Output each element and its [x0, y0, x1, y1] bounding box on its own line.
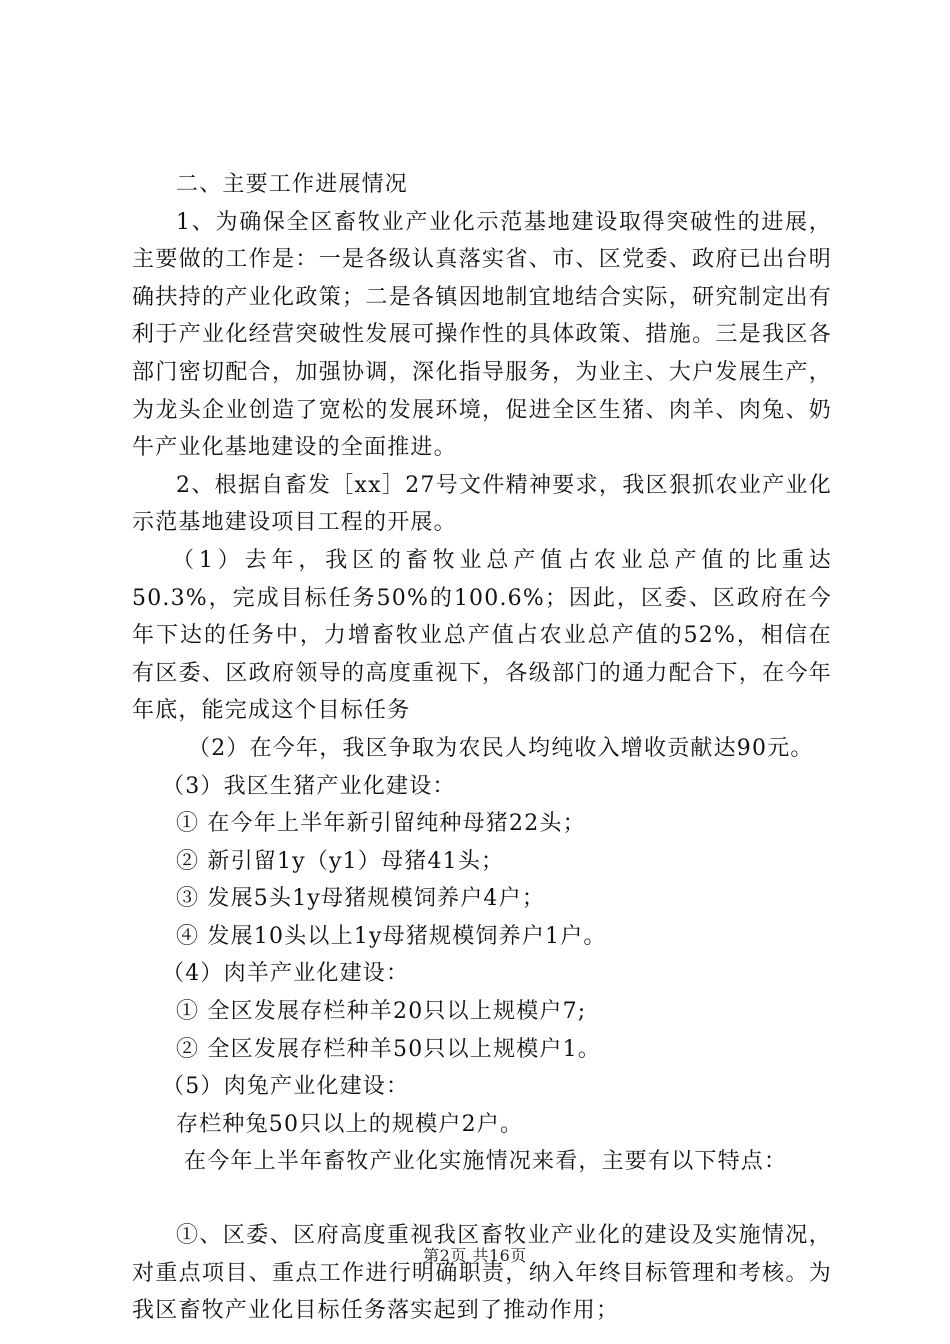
document-body — [132, 166, 832, 1330]
paragraph-subitem-1: （1）去年，我区的畜牧业总产值占农业总产值的比重达50.3%，完成目标任务50%的100.6%；因此，区委、区政府在今年下达的任务中，力增畜牧业总产值占农业总产值的52%，相信在有区委、区政府领导的高度重视下，各级部门的通力配合下，在今年年底，能完成这个目标任务 — [132, 547, 832, 724]
paragraph-subitem-4: （4）肉羊产业化建设： — [162, 961, 410, 987]
list-item-pig-1: ① 在今年上半年新引留纯种母猪22头； — [176, 811, 586, 837]
paragraph-subitem-3: （3）我区生猪产业化建设： — [162, 773, 456, 799]
paragraph-feature-1: ①、区委、区府高度重视我区畜牧业产业化的建设及实施情况，对重点项目、重点工作进行明确职责，纳入年终目标管理和考核。为我区畜牧产业化目标任务落实起到了推动作用； — [132, 1223, 832, 1324]
list-item-pig-2: ② 新引留1y（y1）母猪41头； — [176, 848, 505, 874]
list-item-sheep-1: ① 全区发展存栏种羊20只以上规模户7; — [176, 999, 587, 1025]
paragraph-gap — [132, 1181, 832, 1217]
paragraph-summary-intro: 在今年上半年畜牧产业化实施情况来看，主要有以下特点： — [184, 1149, 788, 1175]
list-item-pig-3: ③ 发展5头1y母猪规模饲养户4户； — [176, 886, 546, 912]
paragraph-item-2: 2、根据自畜发［xx］27号文件精神要求，我区狠抓农业产业化示范基地建设项目工程的开展。 — [132, 472, 832, 536]
paragraph-subitem-2: （2）在今年，我区争取为农民人均纯收入增收贡献达90元。 — [188, 735, 814, 761]
list-item-sheep-2: ② 全区发展存栏种羊50只以上规模户1。 — [176, 1036, 601, 1062]
list-item-rabbit-1: 存栏种兔50只以上的规模户2户。 — [176, 1111, 524, 1137]
page-footer: 第2页 共16页 — [423, 1246, 527, 1265]
paragraph-subitem-5: （5）肉兔产业化建设： — [162, 1074, 410, 1100]
list-item-pig-4: ④ 发展10头以上1y母猪规模饲养户1户。 — [176, 923, 607, 949]
section-heading: 二、主要工作进展情况 — [176, 172, 409, 197]
paragraph-item-1: 1、为确保全区畜牧业产业化示范基地建设取得突破性的进展，主要做的工作是：一是各级认真落实省、市、区党委、政府已出台明确扶持的产业化政策；二是各镇因地制宜地结合实际，研究制定出有利于产业化经营突破性发展可操作性的具体政策、措施。三是我区各部门密切配合，加强协调，深化指导服务，为业主、大户发展生产，为龙头企业创造了宽松的发展环境，促进全区生猪、肉羊、肉兔、奶牛产业化基地建设的全面推进。 — [132, 209, 832, 461]
